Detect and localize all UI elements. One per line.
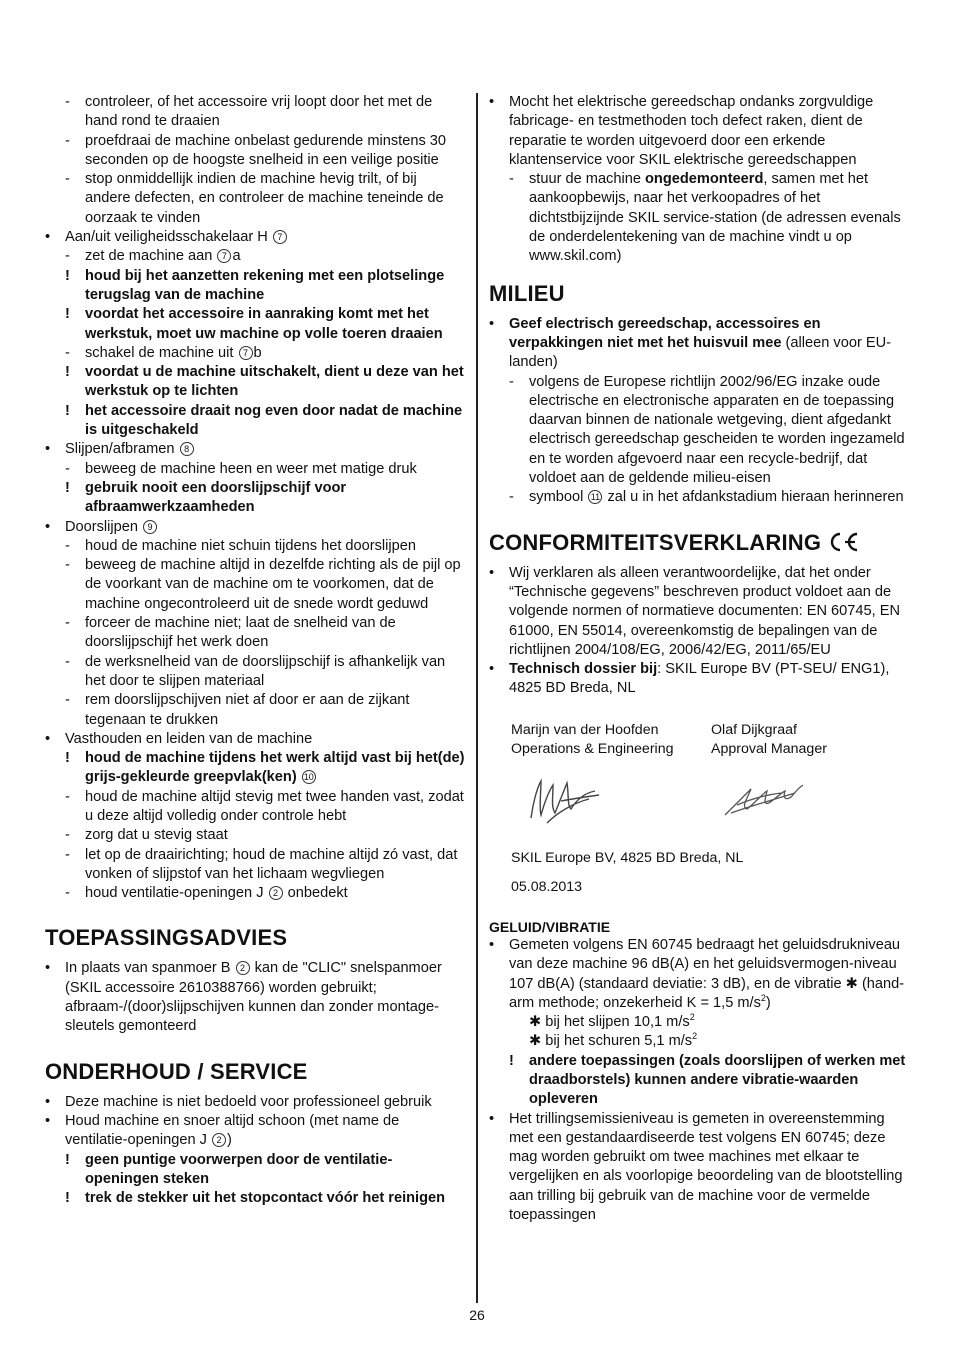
list-item — [65, 247, 465, 266]
item-text: Houd machine en snoer altijd schoon (met name de ventilatie-openingen J 2 ) — [65, 1112, 400, 1149]
list-item — [65, 846, 465, 885]
item-text: beweeg de machine altijd in dezelfde richting als de pijl op de voorkant van de machine om te voorkomen, dat de machine ongecontroleerd uit de snede wordt geduwd — [85, 557, 461, 612]
warning-item — [65, 479, 465, 518]
item-text: Aan/uit veiligheidsschakelaar H 7 — [65, 229, 288, 245]
bullet-item — [45, 1112, 465, 1151]
item-text: andere toepassingen (zoals doorslijpen of werken met draadborstels) kunnen andere vibratie-waarden opleveren — [529, 1052, 906, 1108]
warning-item — [65, 305, 465, 344]
excl-marker: ! — [65, 750, 70, 767]
signatory-1 — [511, 721, 711, 760]
bullet-marker: • — [45, 730, 51, 747]
bullet-marker: • — [45, 960, 51, 977]
list-item — [65, 788, 465, 827]
signatory-1-title: Operations & Engineering — [511, 741, 674, 758]
signatory-2-name: Olaf Dijkgraaf — [711, 721, 797, 738]
excl-marker: ! — [65, 267, 70, 284]
list-item — [65, 132, 465, 171]
company-line: SKIL Europe BV, 4825 BD Breda, NL — [511, 850, 744, 867]
list-item — [509, 1032, 911, 1051]
list-item — [65, 826, 465, 845]
item-text: ✱ bij het schuren 5,1 $m/s^2$ — [529, 1031, 698, 1050]
list-item — [509, 488, 911, 507]
item-text: rem doorslijpschijven niet af door er aan de zijkant tegenaan te drukken — [85, 692, 410, 728]
list-item — [65, 460, 465, 479]
signature-2-image — [711, 763, 911, 843]
bullet-marker: • — [489, 1110, 495, 1127]
bullet-marker: • — [45, 229, 51, 246]
item-text: gebruik nooit een doorslijpschijf voor afbraamwerkzaamheden — [85, 479, 347, 516]
right-list-4 — [489, 936, 911, 1225]
dash-marker: - — [65, 788, 70, 805]
list-item — [509, 1013, 911, 1032]
item-text: Mocht het elektrische gereedschap ondanks zorgvuldige fabricage- en testmethoden toch defect raken, dient de reparatie te worden uitgevoerd door een erkende klantenservice voor SKIL elektrische gereedschappen — [509, 94, 874, 168]
bullet-marker: • — [489, 936, 495, 953]
list-item — [65, 93, 465, 132]
dash-marker: - — [65, 692, 70, 709]
item-text: schakel de machine uit 7 b — [85, 344, 262, 361]
item-text: zorg dat u stevig staat — [85, 827, 228, 844]
bullet-item — [45, 518, 465, 537]
warning-item — [65, 402, 465, 441]
warning-item — [65, 267, 465, 306]
item-text: stop onmiddellijk indien de machine hevig trilt, of bij andere defecten, en controleer de machine teneinde de oorzaak te vinden — [85, 171, 444, 226]
bullet-item — [489, 564, 911, 660]
warning-item — [65, 363, 465, 402]
list-item — [65, 653, 465, 692]
item-text: houd de machine tijdens het werk altijd vast bij het(de) grijs-gekleurde greepvlak(ken) 10 — [85, 750, 465, 786]
bullet-item — [45, 1093, 465, 1112]
item-text: Vasthouden en leiden van de machine — [65, 730, 313, 747]
right-column — [489, 93, 911, 1225]
heading-conformiteit-text: CONFORMITEITSVERKLARING — [489, 529, 822, 555]
signatory-1-name: Marijn van der Hoofden — [511, 721, 659, 738]
dash-marker: - — [65, 846, 70, 863]
dash-marker: - — [65, 557, 70, 574]
right-list-1 — [489, 93, 911, 267]
dash-marker: - — [509, 373, 514, 390]
item-text: houd de machine niet schuin tijdens het doorslijpen — [85, 537, 417, 554]
bullet-item — [45, 730, 465, 749]
bullet-marker: • — [489, 564, 495, 581]
page-number: 26 — [469, 1307, 485, 1323]
dash-marker: - — [65, 885, 70, 902]
signatory-2-title: Approval Manager — [711, 741, 827, 758]
list-item — [65, 691, 465, 730]
signatory-2 — [711, 721, 911, 760]
bullet-item — [489, 93, 911, 170]
list-item — [65, 170, 465, 228]
dash-marker: - — [65, 827, 70, 844]
item-text: stuur de machine ongedemonteerd, samen met het aankoopbewijs, naar het verkoopadres of het dichtstbijzijnde SKIL service-station (de adressen evenals de onderdelentekening van de machine vindt u op www.skil.com) — [529, 171, 901, 265]
item-text: ✱ bij het slijpen 10,1 $m/s^2$ — [529, 1012, 695, 1031]
item-text: Technisch dossier bij: SKIL Europe BV (PT-SEU/ ENG1), 4825 BD Breda, NL — [509, 661, 890, 697]
ce-mark-icon — [825, 532, 859, 552]
bullet-marker: • — [45, 1093, 51, 1110]
item-text: houd ventilatie-openingen J 2 onbedekt — [85, 885, 348, 902]
bullet-item — [489, 660, 911, 699]
bullet-item — [489, 315, 911, 373]
bullet-item — [489, 936, 911, 1013]
bullet-marker: • — [489, 94, 495, 110]
warning-item — [509, 1052, 911, 1110]
bullet-item — [45, 440, 465, 459]
item-text: volgens de Europese richtlijn 2002/96/EG inzake oude electrische en electronische apparaten en de toepassing daarvan binnen de nationale wetgeving, dient afgedankt electrisch gereedschap gescheiden te worden ingezameld en te worden afgevoerd naar een recycle-bedrijf, dat voldoet aan de geldende milieu-eisen — [529, 373, 905, 487]
left-list-2 — [45, 959, 465, 1036]
warning-item — [65, 749, 465, 788]
dash-marker: - — [65, 344, 70, 361]
item-text: let op de draairichting; houd de machine altijd zó vast, dat vonken of slijpstof van het lichaam wegvliegen — [85, 846, 458, 882]
item-text: beweeg de machine heen en weer met matige druk — [85, 460, 417, 477]
list-item — [65, 537, 465, 556]
item-text: Het trillingsemissieniveau is gemeten in overeenstemming met een gestandaardiseerde test volgens EN 60745; deze mag worden gebruikt om twee machines met elkaar te vergelijken en als voorlopige beoordeling van de blootstelling aan trilling bij gebruik van de machine voor de vermelde toepassingen — [509, 1110, 903, 1224]
dash-marker: - — [65, 460, 70, 477]
warning-item — [65, 1189, 465, 1208]
item-text: Wij verklaren als alleen verantwoordelijke, dat het onder “Technische gegevens” beschreven product voldoet aan de volgende normen of normatieve documenten: EN 60745, EN 61000, EN 55014, overeenkomstig de bepalingen van de richtlijnen 2004/108/EG, 2006/42/EG, 2011/65/EU — [509, 564, 901, 658]
excl-marker: ! — [65, 1190, 70, 1207]
item-text: voordat u de machine uitschakelt, dient u deze van het werkstuk op te lichten — [85, 364, 464, 400]
excl-marker: ! — [65, 364, 70, 381]
heading-toepassingsadvies: TOEPASSINGSADVIES — [45, 925, 288, 951]
list-item — [509, 373, 911, 489]
item-text: houd de machine altijd stevig met twee handen vast, zodat u deze altijd volledig onder controle hebt — [85, 788, 464, 824]
excl-marker: ! — [509, 1052, 514, 1069]
bullet-marker: • — [45, 441, 51, 458]
item-text: Slijpen/afbramen 8 — [65, 441, 195, 457]
dash-marker: - — [65, 132, 70, 149]
right-list-2 — [489, 315, 911, 508]
dash-marker: - — [65, 171, 70, 188]
bullet-item — [489, 1110, 911, 1226]
signature-block — [511, 721, 911, 897]
dash-marker: - — [509, 489, 514, 506]
bullet-marker: • — [489, 661, 495, 678]
list-item — [65, 556, 465, 614]
warning-item — [65, 1151, 465, 1190]
left-list-1 — [45, 93, 465, 903]
item-text: voordat het accessoire in aanraking komt met het werkstuk, moet uw machine op volle toeren draaien — [85, 306, 443, 342]
bullet-marker: • — [45, 1112, 51, 1129]
heading-onderhoud-service: ONDERHOUD / SERVICE — [45, 1058, 308, 1084]
dash-marker: - — [509, 171, 514, 188]
item-text: het accessoire draait nog even door nadat de machine is uitgeschakeld — [85, 402, 463, 439]
item-text: houd bij het aanzetten rekening met een plotselinge terugslag van de machine — [85, 267, 445, 303]
item-text: Deze machine is niet bedoeld voor professioneel gebruik — [65, 1093, 432, 1110]
item-text: symbool 11 zal u in het afdankstadium hieraan herinneren — [529, 489, 904, 506]
right-list-3 — [489, 564, 911, 699]
item-text: In plaats van spanmoer B 2 kan de "CLIC" snelspanmoer (SKIL accessoire 2610388766) worden gebruikt; afbraam-/(door)slijpschijven kunnen dan zonder montage-sleutels gemonteerd — [65, 960, 442, 1035]
excl-marker: ! — [65, 306, 70, 323]
heading-milieu: MILIEU — [489, 280, 565, 306]
bullet-marker: • — [45, 518, 51, 535]
item-text: controleer, of het accessoire vrij loopt door het met de hand rond te draaien — [85, 94, 433, 130]
bullet-item — [45, 228, 465, 247]
left-list-3 — [45, 1093, 465, 1209]
bullet-marker: • — [489, 315, 495, 332]
left-column — [45, 93, 465, 1208]
dash-marker: - — [65, 248, 70, 265]
dash-marker: - — [65, 94, 70, 110]
item-text: proefdraai de machine onbelast gedurende minstens 30 seconden op de hoogste snelheid in een veilige positie — [85, 132, 447, 168]
column-divider — [476, 93, 478, 1303]
item-text: Doorslijpen 9 — [65, 519, 158, 535]
signature-1-image — [511, 763, 711, 843]
dash-marker: - — [65, 537, 70, 554]
declaration-date: 05.08.2013 — [511, 878, 583, 895]
list-item — [65, 884, 465, 903]
item-text: zet de machine aan 7 a — [85, 248, 241, 265]
excl-marker: ! — [65, 402, 70, 419]
list-item — [65, 344, 465, 363]
heading-geluid-vibratie: GELUID/VIBRATIE — [489, 918, 611, 935]
dash-marker: - — [65, 653, 70, 670]
excl-marker: ! — [65, 1151, 70, 1168]
list-item — [509, 170, 911, 266]
item-text: Geef electrisch gereedschap, accessoires en verpakkingen niet met het huisvuil mee (alleen voor EU-landen) — [509, 315, 891, 371]
excl-marker: ! — [65, 479, 70, 496]
item-text: forceer de machine niet; laat de snelheid van de doorslijpschijf het werk doen — [85, 615, 396, 651]
bullet-item — [45, 959, 465, 1036]
item-text: trek de stekker uit het stopcontact vóór het reinigen — [85, 1190, 446, 1207]
heading-conformiteitsverklaring — [489, 530, 911, 556]
item-text: Gemeten volgens EN 60745 bedraagt het geluidsdrukniveau van deze machine 96 dB(A) en het geluidsvermogen-niveau 107 dB(A) (standaard deviatie: 3 dB), en de vibratie ✱ (hand-arm methode; onzekerheid K = 1,5 $m/s^2$) — [509, 936, 905, 1011]
item-text: de werksnelheid van de doorslijpschijf is afhankelijk van het door te slijpen materiaal — [85, 653, 446, 689]
item-text: geen puntige voorwerpen door de ventilatie-openingen steken — [85, 1151, 393, 1187]
dash-marker: - — [65, 615, 70, 632]
list-item — [65, 614, 465, 653]
